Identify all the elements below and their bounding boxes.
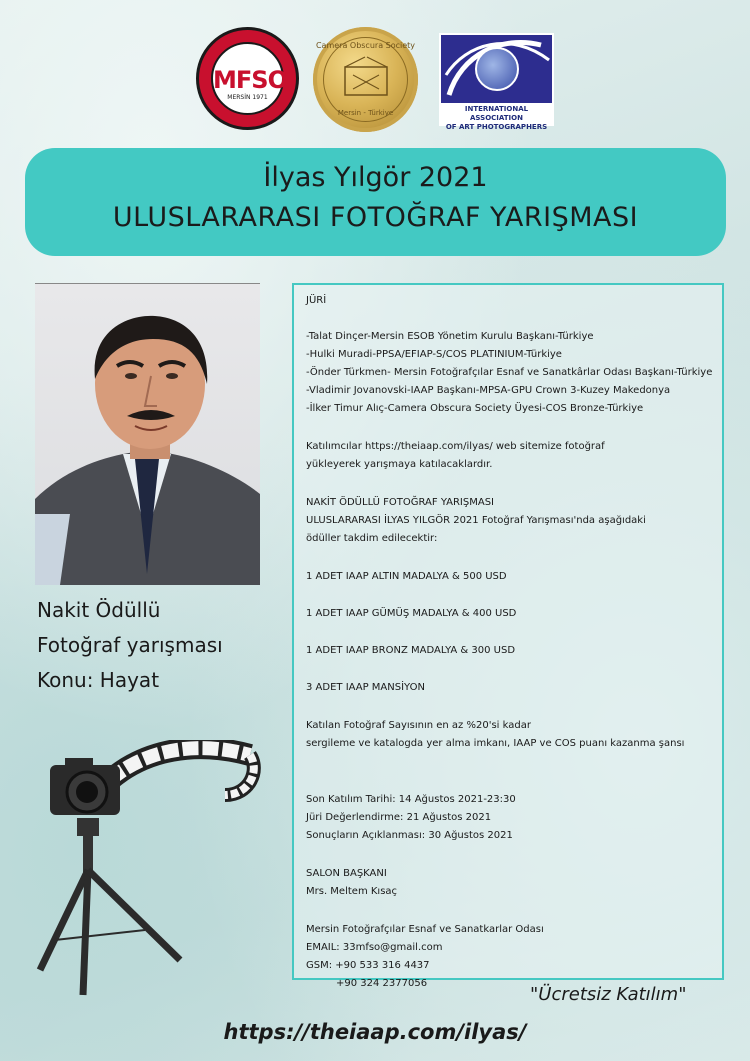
- mfso-logo: [196, 27, 299, 130]
- medal-bottom-text: Mersin - Türkiye: [337, 109, 394, 117]
- portrait-illustration: [35, 284, 260, 585]
- iaap-logo-box: [441, 35, 552, 103]
- prize-silver: 1 ADET IAAP GÜMÜŞ MADALYA & 400 USD: [306, 608, 517, 619]
- chair-heading: SALON BAŞKANI: [306, 868, 387, 879]
- logos-row: [0, 24, 750, 134]
- website-url[interactable]: https://theiaap.com/ilyas/: [223, 1020, 527, 1044]
- jury-member: -İlker Timur Alıç-Camera Obscura Society Üyesi-COS Bronze-Türkiye: [306, 403, 644, 414]
- mfso-logo-abbr: MFSO: [213, 66, 287, 94]
- contest-heading: NAKİT ÖDÜLLÜ FOTOĞRAF YARIŞMASI: [306, 497, 494, 508]
- contest-line: ULUSLARARASI İLYAS YILGÖR 2021 Fotoğraf Yarışması'nda aşağıdaki: [306, 515, 646, 526]
- deadline-date: Son Katılım Tarihi: 14 Ağustos 2021-23:30: [306, 794, 516, 805]
- contact-phone: +90 324 2377056: [336, 978, 428, 989]
- iaap-caption-line2: OF ART PHOTOGRAPHERS: [445, 123, 548, 131]
- participation-line: yükleyerek yarışmaya katılacaklardır.: [306, 459, 493, 470]
- prize-gold: 1 ADET IAAP ALTIN MADALYA & 500 USD: [306, 571, 507, 582]
- title-name-year: İlyas Yılgör 2021: [263, 162, 488, 193]
- portrait-photo: [35, 283, 260, 585]
- exhibit-line: Katılan Fotoğraf Sayısının en az %20'si kadar: [306, 720, 531, 731]
- prize-bronze: 1 ADET IAAP BRONZ MADALYA & 300 USD: [306, 645, 516, 656]
- organization-name: Mersin Fotoğrafçılar Esnaf ve Sanatkarlar Odası: [306, 924, 544, 935]
- jury-member: -Vladimir Jovanovski-IAAP Başkanı-MPSA-GPU Crown 3-Kuzey Makedonya: [306, 385, 671, 396]
- participation-line: Katılımcılar https://theiaap.com/ilyas/ web sitemize fotoğraf: [306, 441, 605, 452]
- side-theme: Konu: Hayat: [37, 668, 160, 692]
- jury-member: -Hulki Muradi-PPSA/EFIAP-S/COS PLATINIUM-Türkiye: [306, 349, 562, 360]
- title-contest-name: ULUSLARARASI FOTOĞRAF YARIŞMASI: [112, 202, 639, 233]
- free-entry-note: "Ücretsiz Katılım": [530, 984, 687, 1005]
- title-banner: [25, 148, 726, 256]
- iaap-logo: [439, 33, 554, 131]
- iaap-caption-line1: INTERNATIONAL ASSOCIATION: [464, 105, 529, 122]
- camera-tripod-illustration: [25, 740, 265, 1000]
- mfso-logo-year: MERSİN 1971: [227, 94, 268, 101]
- side-cash-prize: Nakit Ödüllü: [37, 598, 161, 622]
- info-panel: [292, 283, 724, 989]
- camera-obscura-medal-logo: [313, 27, 418, 132]
- side-photo-contest: Fotoğraf yarışması: [37, 633, 223, 657]
- globe-icon: [475, 47, 519, 91]
- results-date: Sonuçların Açıklanması: 30 Ağustos 2021: [306, 830, 513, 841]
- prize-mention: 3 ADET IAAP MANSİYON: [306, 682, 425, 693]
- contact-gsm: GSM: +90 533 316 4437: [306, 960, 430, 971]
- jury-heading: JÜRİ: [306, 295, 327, 306]
- contest-line: ödüller takdim edilecektir:: [306, 533, 438, 544]
- camera-tripod-icon: [25, 740, 265, 1000]
- mfso-logo-inner: [211, 42, 287, 115]
- chair-name: Mrs. Meltem Kısaç: [306, 886, 398, 897]
- jury-member: -Önder Türkmen- Mersin Fotoğrafçılar Esnaf ve Sanatkârlar Odası Başkanı-Türkiye: [306, 367, 713, 378]
- jury-member: -Talat Dinçer-Mersin ESOB Yönetim Kurulu Başkanı-Türkiye: [306, 331, 594, 342]
- iaap-logo-caption: [439, 105, 554, 132]
- medal-top-text: Camera Obscura Society: [315, 41, 416, 50]
- judging-date: Jüri Değerlendirme: 21 Ağustos 2021: [306, 812, 492, 823]
- contact-email: EMAIL: 33mfso@gmail.com: [306, 942, 443, 953]
- exhibit-line: sergileme ve katalogda yer alma imkanı, IAAP ve COS puanı kazanma şansı: [306, 738, 685, 749]
